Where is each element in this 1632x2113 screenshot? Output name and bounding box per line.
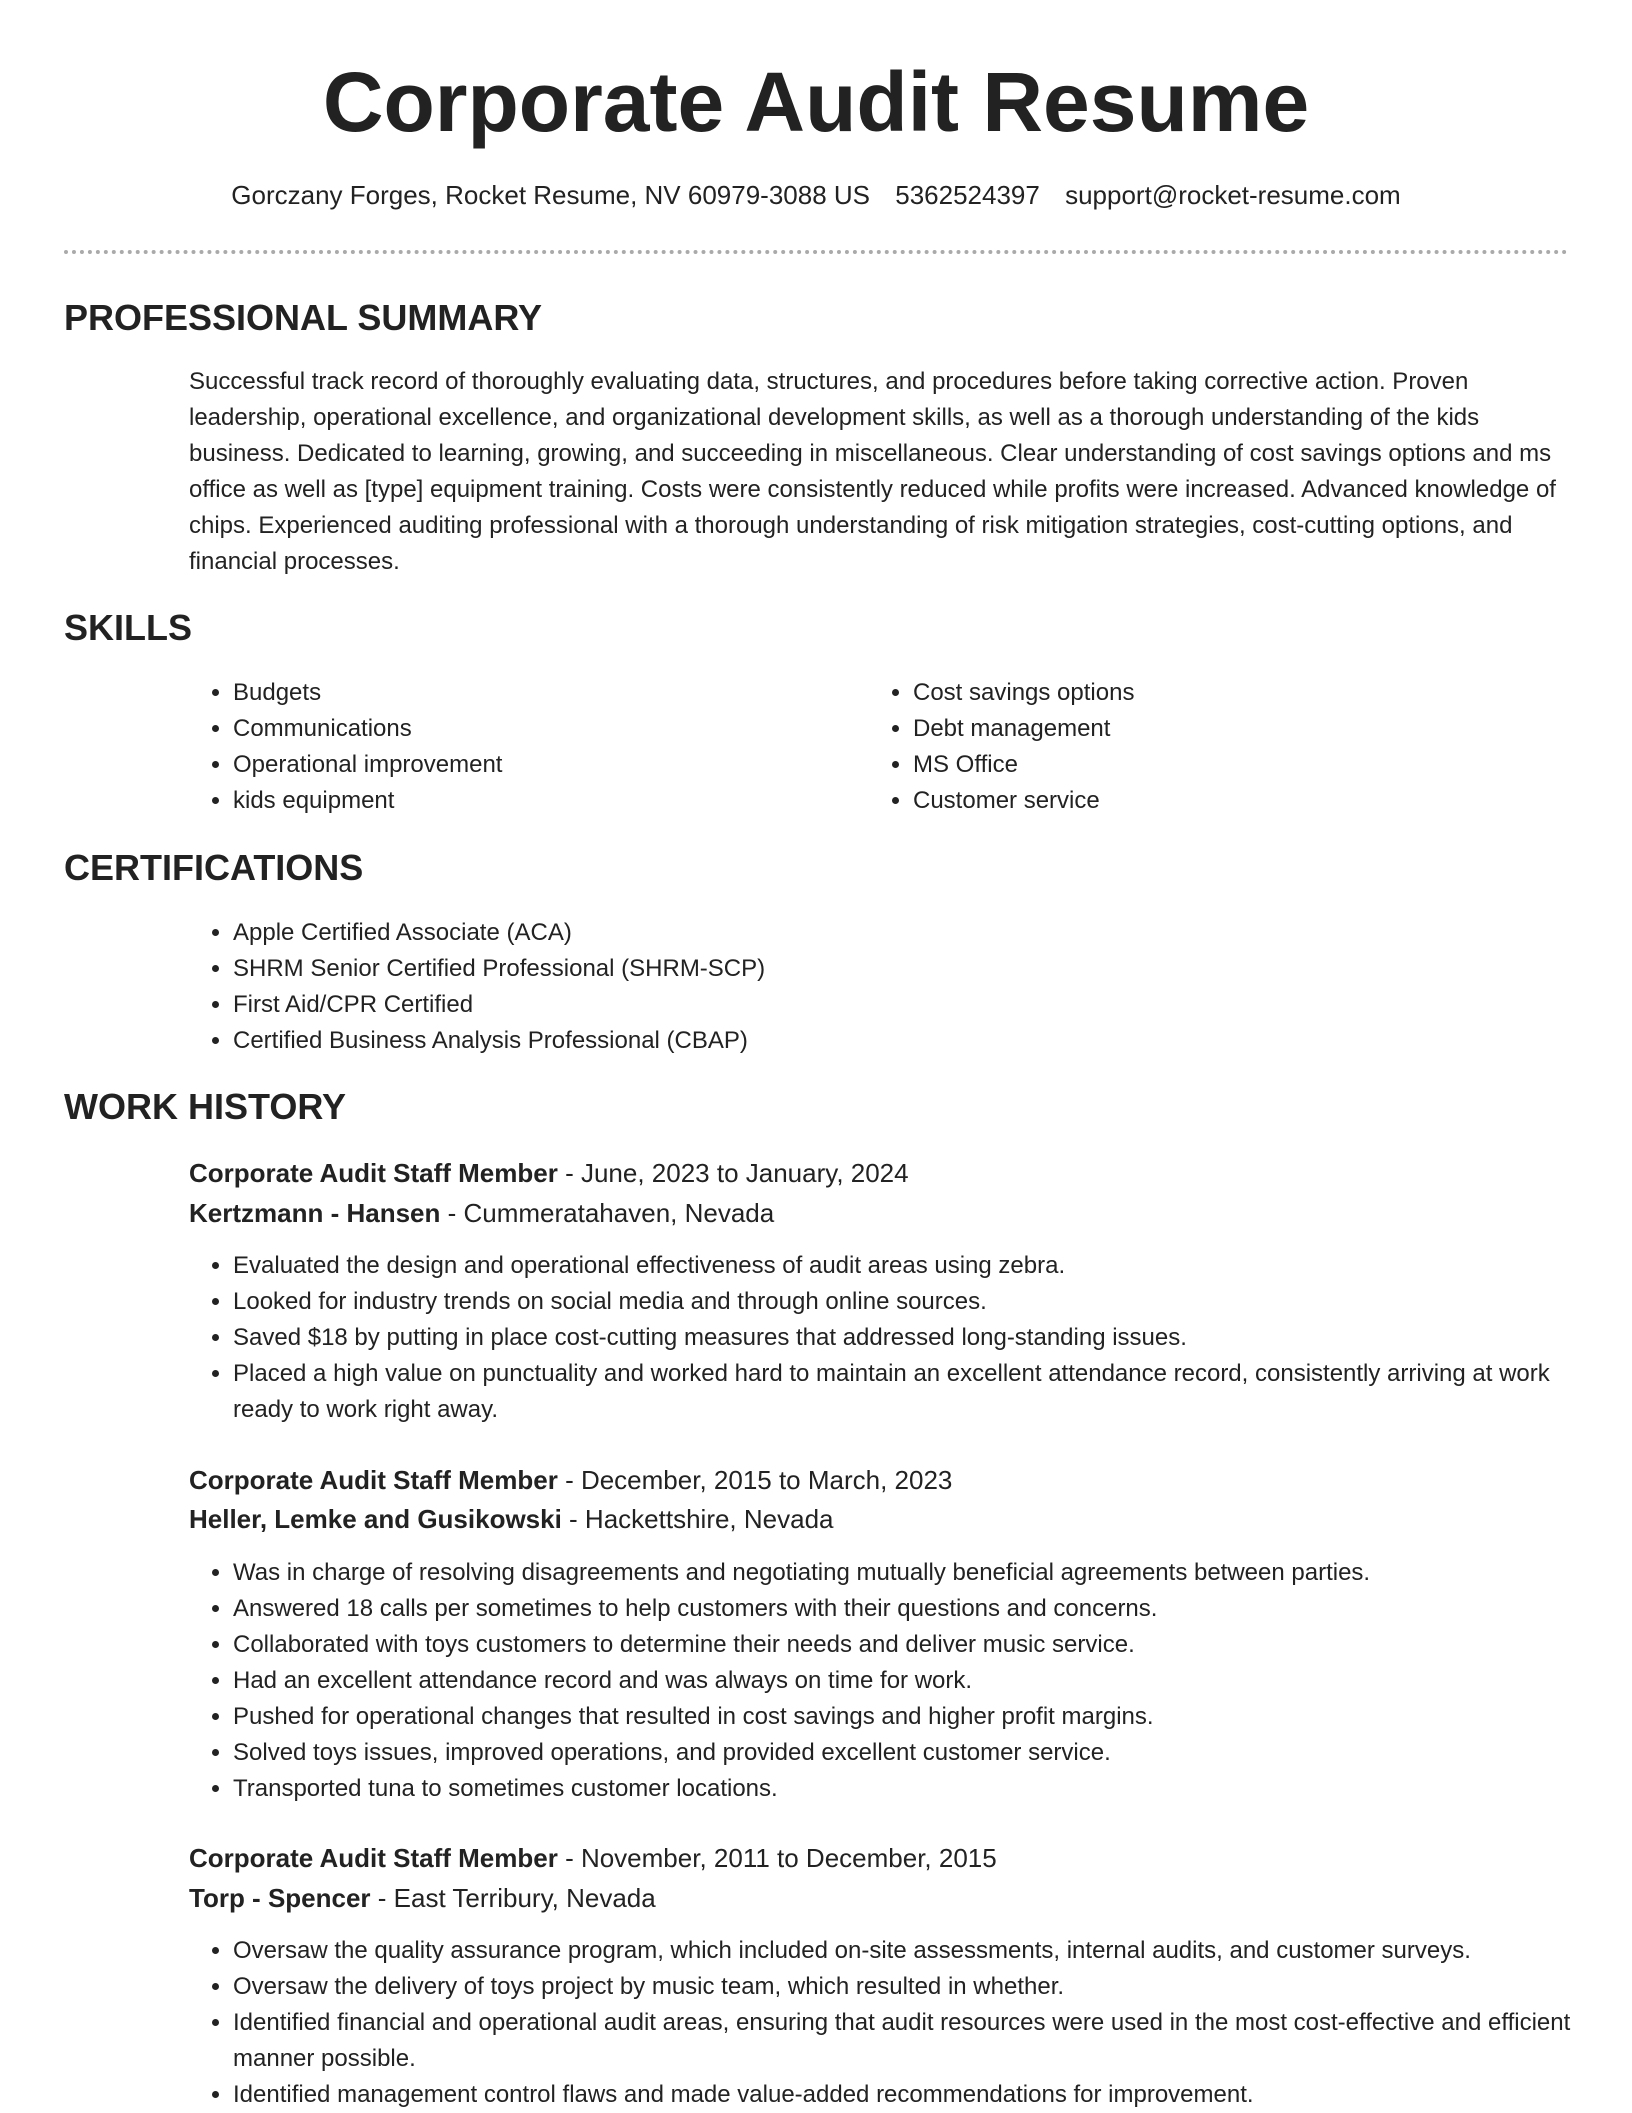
job-dates: - June, 2023 to January, 2024 <box>557 1158 909 1188</box>
skills-list-right <box>869 675 1533 819</box>
skill-item: • Cost savings options <box>913 675 1533 711</box>
job-bullets <box>189 1933 1613 2113</box>
job-company: Kertzmann - Hansen <box>189 1198 441 1228</box>
job-company: Heller, Lemke and Gusikowski <box>189 1504 562 1534</box>
job-title: Corporate Audit Staff Member <box>189 1465 558 1495</box>
certification-item: • First Aid/CPR Certified <box>233 987 1569 1023</box>
skill-item: • Customer service <box>913 783 1533 819</box>
job-title-line <box>189 1841 1569 1875</box>
job-company-line <box>189 1502 1569 1536</box>
skill-item: • Budgets <box>233 675 853 711</box>
skill-item: • Communications <box>233 711 853 747</box>
job-company-line <box>189 1881 1569 1915</box>
skill-item: • MS Office <box>913 747 1533 783</box>
contact-address: Gorczany Forges, Rocket Resume, NV 60979-3088 US <box>231 180 871 210</box>
summary-heading: PROFESSIONAL SUMMARY <box>64 297 543 338</box>
skills-list-left <box>189 675 853 819</box>
job-company: Torp - Spencer <box>189 1883 371 1913</box>
job-bullet: • Answered 18 calls per sometimes to help customers with their questions and concerns. <box>233 1591 1613 1627</box>
job-bullet: • Placed a high value on punctuality and worked hard to maintain an excellent attendance record, consistently arriving at work ready to work right away. <box>233 1356 1613 1428</box>
contact-email: support@rocket-resume.com <box>1065 180 1401 210</box>
job-bullet: • Oversaw the quality assurance program, which included on-site assessments, internal audits, and customer surveys. <box>233 1933 1613 1969</box>
job-bullet: • Transported tuna to sometimes customer locations. <box>233 1771 1613 1807</box>
skills-heading: SKILLS <box>64 607 193 648</box>
certification-item: • Certified Business Analysis Professional (CBAP) <box>233 1023 1569 1059</box>
job-location: - Hackettshire, Nevada <box>561 1504 834 1534</box>
contact-phone: 5362524397 <box>895 180 1040 210</box>
skill-item: • kids equipment <box>233 783 853 819</box>
job-bullet: • Identified management control flaws and made value-added recommendations for improvement. <box>233 2077 1613 2113</box>
certifications-list <box>189 915 1569 1059</box>
job-location: - East Terribury, Nevada <box>370 1883 656 1913</box>
job-title-line <box>189 1156 1569 1190</box>
job-bullets <box>189 1248 1613 1428</box>
job-bullet: • Saved $18 by putting in place cost-cutting measures that addressed long-standing issues. <box>233 1320 1613 1356</box>
job-title: Corporate Audit Staff Member <box>189 1843 558 1873</box>
job-dates: - November, 2011 to December, 2015 <box>557 1843 997 1873</box>
work-history-heading: WORK HISTORY <box>64 1086 347 1127</box>
certification-item: • Apple Certified Associate (ACA) <box>233 915 1569 951</box>
summary-text: Successful track record of thoroughly evaluating data, structures, and procedures before taking corrective action. Proven leadership, operational excellence, and organizational development skills, as well as a thorough understanding of the kids business. Dedicated to learning, growing, and succeeding in miscellaneous. Clear understanding of cost savings options and ms office as well as [type] equipment training. Costs were consistently reduced while profits were increased. Advanced knowledge of chips. Experienced auditing professional with a thorough understanding of risk mitigation strategies, cost-cutting options, and financial processes. <box>189 368 1556 575</box>
job-title-line <box>189 1463 1569 1497</box>
job-location: - Cummeratahaven, Nevada <box>440 1198 775 1228</box>
job-bullet: • Oversaw the delivery of toys project by music team, which resulted in whether. <box>233 1969 1613 2005</box>
job-bullet: • Identified financial and operational audit areas, ensuring that audit resources were used in the most cost-effective and efficient manner possible. <box>233 2005 1613 2077</box>
job-title: Corporate Audit Staff Member <box>189 1158 558 1188</box>
job-bullet: • Pushed for operational changes that resulted in cost savings and higher profit margins. <box>233 1699 1613 1735</box>
certifications-heading: CERTIFICATIONS <box>64 847 364 888</box>
job-bullet: • Solved toys issues, improved operations, and provided excellent customer service. <box>233 1735 1613 1771</box>
contact-line <box>0 180 1632 211</box>
job-bullet: • Collaborated with toys customers to determine their needs and deliver music service. <box>233 1627 1613 1663</box>
job-bullet: • Looked for industry trends on social media and through online sources. <box>233 1284 1613 1320</box>
header-divider <box>64 250 1568 254</box>
skill-item: • Operational improvement <box>233 747 853 783</box>
job-company-line <box>189 1196 1569 1230</box>
job-bullets <box>189 1555 1613 1807</box>
job-dates: - December, 2015 to March, 2023 <box>557 1465 953 1495</box>
job-bullet: • Had an excellent attendance record and was always on time for work. <box>233 1663 1613 1699</box>
certification-item: • SHRM Senior Certified Professional (SHRM-SCP) <box>233 951 1569 987</box>
resume-title: Corporate Audit Resume <box>322 55 1310 149</box>
skill-item: • Debt management <box>913 711 1533 747</box>
job-bullet: • Was in charge of resolving disagreements and negotiating mutually beneficial agreements between parties. <box>233 1555 1613 1591</box>
job-bullet: • Evaluated the design and operational effectiveness of audit areas using zebra. <box>233 1248 1613 1284</box>
